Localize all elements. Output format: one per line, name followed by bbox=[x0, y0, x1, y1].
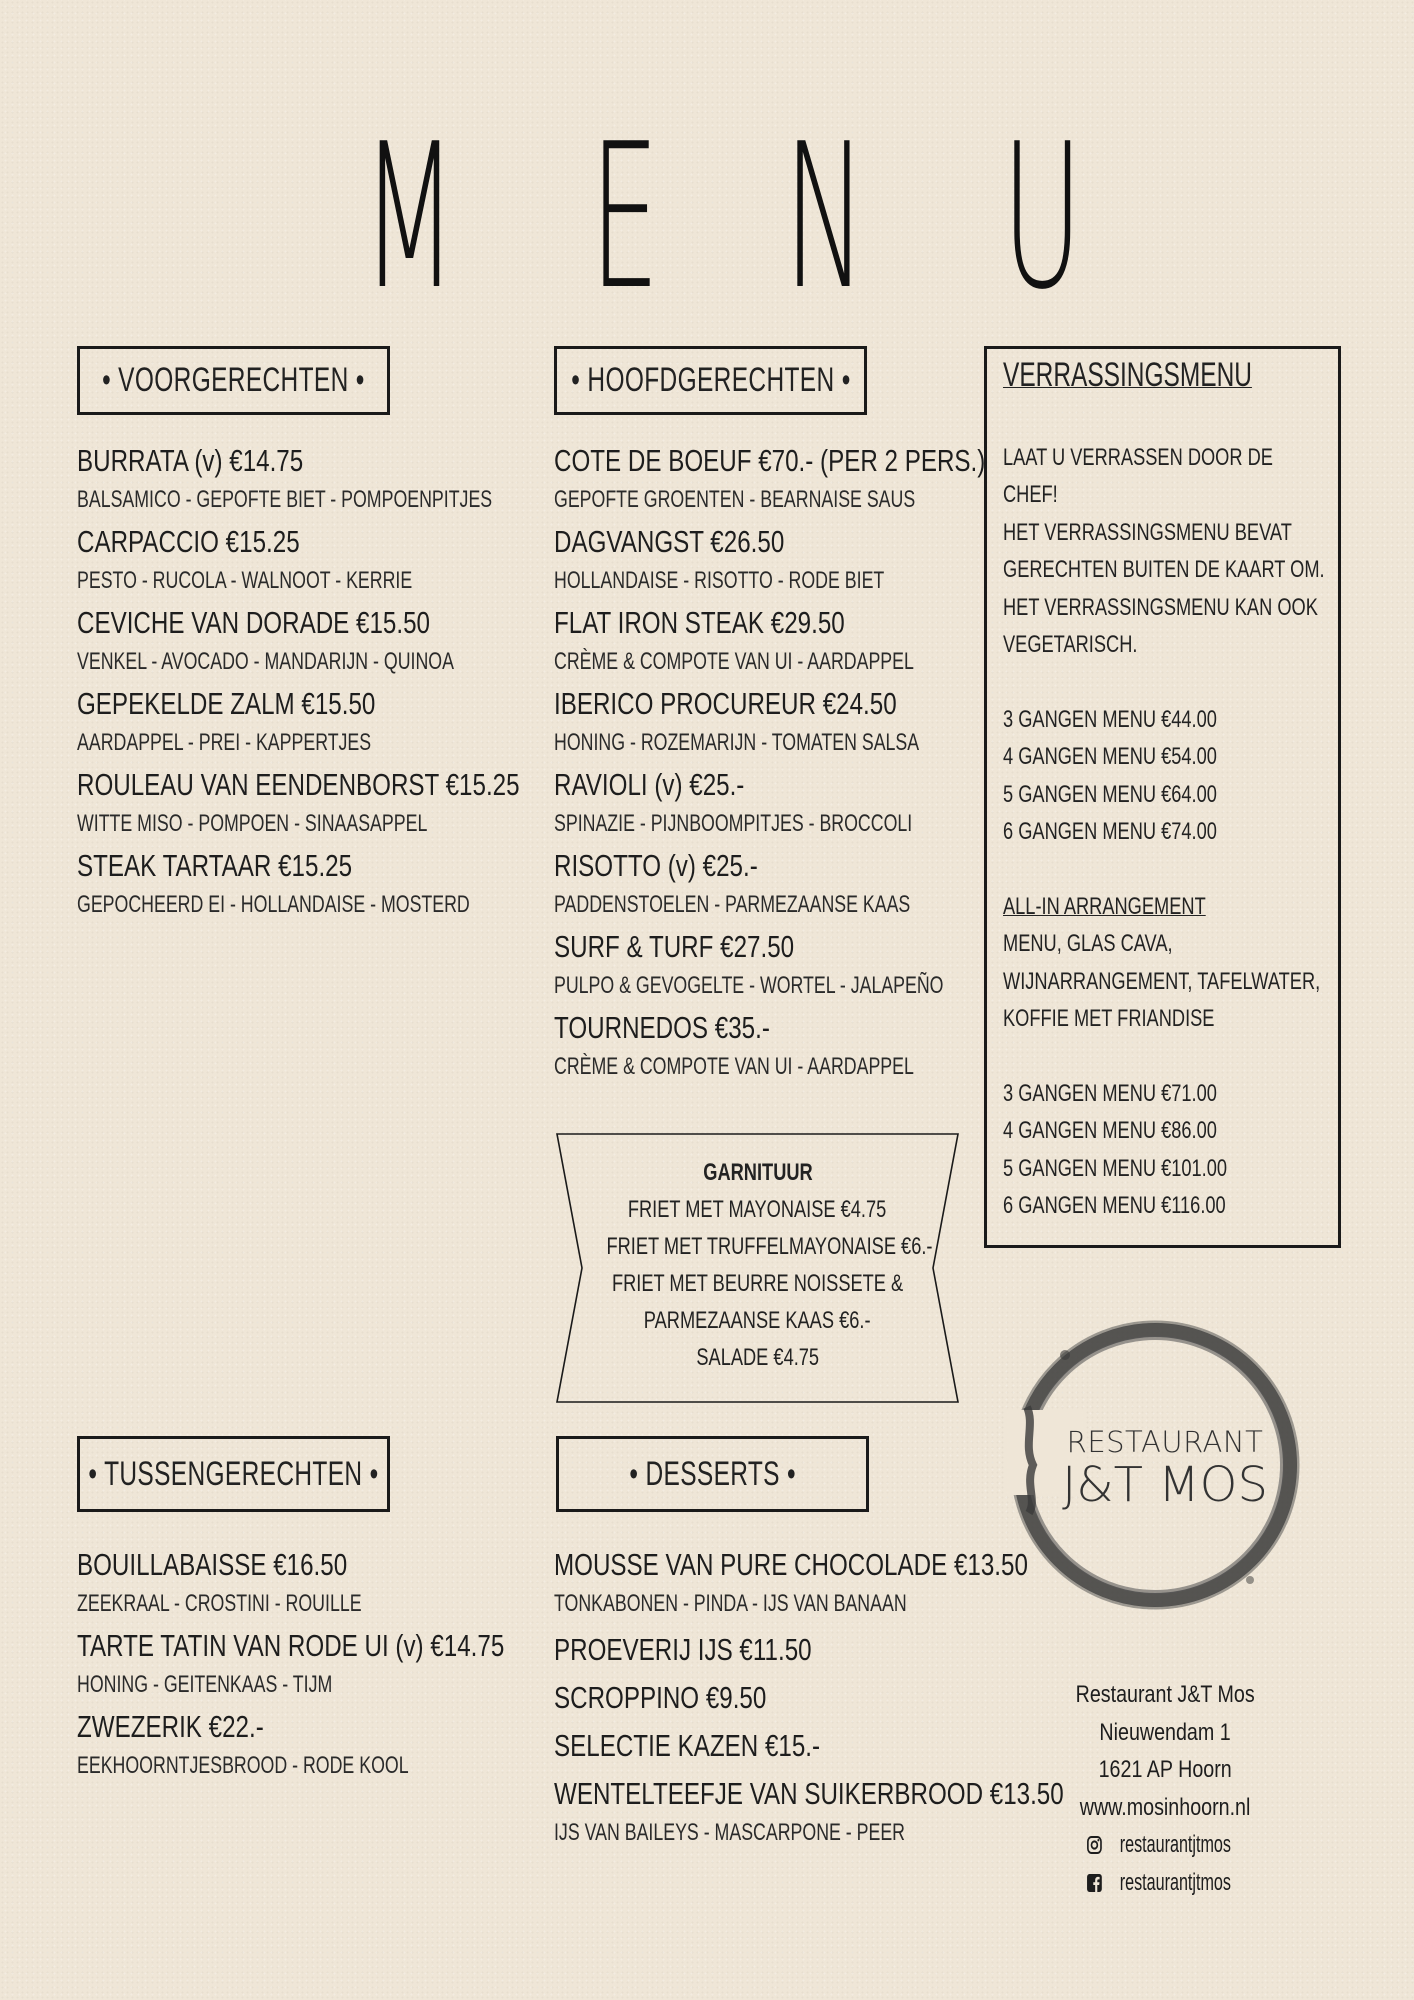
verrassingsmenu-price: 3 GANGEN MENU €44.00 bbox=[1003, 706, 1217, 733]
facebook-icon bbox=[1087, 1873, 1103, 1893]
contact-instagram[interactable] bbox=[1030, 1826, 1300, 1864]
menu-item-name: COTE DE BOEUF €70.- (PER 2 PERS.) bbox=[554, 443, 986, 478]
contact-block bbox=[1030, 1676, 1300, 1901]
menu-item-desc: HOLLANDAISE - RISOTTO - RODE BIET bbox=[554, 567, 885, 594]
menu-item-desc: EEKHOORNTJESBROOD - RODE KOOL bbox=[77, 1752, 409, 1779]
menu-item-name: GEPEKELDE ZALM €15.50 bbox=[77, 686, 376, 721]
menu-item-desc: PADDENSTOELEN - PARMEZAANSE KAAS bbox=[554, 891, 911, 918]
menu-item-name: BURRATA (v) €14.75 bbox=[77, 443, 304, 478]
hoofdgerechten-heading-box bbox=[554, 346, 867, 415]
instagram-icon bbox=[1087, 1835, 1103, 1855]
menu-item-name: CEVICHE VAN DORADE €15.50 bbox=[77, 605, 430, 640]
menu-item-desc: HONING - GEITENKAAS - TIJM bbox=[77, 1671, 333, 1698]
tussengerechten-heading: • TUSSENGERECHTEN • bbox=[88, 1454, 379, 1493]
verrassingsmenu-intro: LAAT U VERRASSEN DOOR DE bbox=[1003, 444, 1273, 471]
menu-item-desc: SPINAZIE - PIJNBOOMPITJES - BROCCOLI bbox=[554, 810, 913, 837]
instagram-handle: restaurantjtmos bbox=[1120, 1831, 1232, 1858]
menu-item-desc: AARDAPPEL - PREI - KAPPERTJES bbox=[77, 729, 372, 756]
menu-item-desc: GEPOFTE GROENTEN - BEARNAISE SAUS bbox=[554, 486, 916, 513]
tussengerechten-list bbox=[77, 1544, 625, 1787]
garnituur-title: GARNITUUR bbox=[702, 1159, 813, 1186]
menu-item-name: RAVIOLI (v) €25.- bbox=[554, 767, 745, 802]
contact-street: Nieuwendam 1 bbox=[1099, 1718, 1231, 1746]
voorgerechten-heading-box bbox=[77, 346, 390, 415]
menu-item-name: CARPACCIO €15.25 bbox=[77, 524, 300, 559]
title-letter-e: E bbox=[590, 101, 660, 334]
garnituur-line: SALADE €4.75 bbox=[696, 1344, 819, 1371]
arrangement-price: 5 GANGEN MENU €101.00 bbox=[1003, 1155, 1228, 1182]
arrangement-price: 6 GANGEN MENU €116.00 bbox=[1003, 1192, 1226, 1219]
menu-item-desc: TONKABONEN - PINDA - IJS VAN BANAAN bbox=[554, 1590, 907, 1617]
arrangement-heading: ALL-IN ARRANGEMENT bbox=[1003, 893, 1206, 920]
verrassingsmenu-intro: VEGETARISCH. bbox=[1003, 631, 1138, 658]
menu-item-name: SCROPPINO €9.50 bbox=[554, 1680, 767, 1715]
menu-item-desc: ZEEKRAAL - CROSTINI - ROUILLE bbox=[77, 1590, 362, 1617]
menu-item-name: STEAK TARTAAR €15.25 bbox=[77, 848, 353, 883]
menu-item-name: DAGVANGST €26.50 bbox=[554, 524, 785, 559]
menu-item-desc: GEPOCHEERD EI - HOLLANDAISE - MOSTERD bbox=[77, 891, 470, 918]
contact-facebook[interactable] bbox=[1030, 1864, 1300, 1902]
menu-item-name: ZWEZERIK €22.- bbox=[77, 1709, 264, 1744]
menu-item-name: WENTELTEEFJE VAN SUIKERBROOD €13.50 bbox=[554, 1776, 1064, 1811]
verrassingsmenu-price: 4 GANGEN MENU €54.00 bbox=[1003, 743, 1217, 770]
menu-item-name: ROULEAU VAN EENDENBORST €15.25 bbox=[77, 767, 520, 802]
menu-item-desc: IJS VAN BAILEYS - MASCARPONE - PEER bbox=[554, 1819, 906, 1846]
menu-item-desc: HONING - ROZEMARIJN - TOMATEN SALSA bbox=[554, 729, 920, 756]
garnituur-line: PARMEZAANSE KAAS €6.- bbox=[644, 1307, 871, 1334]
arrangement-price: 4 GANGEN MENU €86.00 bbox=[1003, 1117, 1217, 1144]
contact-city: 1621 AP Hoorn bbox=[1098, 1756, 1232, 1783]
verrassingsmenu-intro: HET VERRASSINGSMENU KAN OOK bbox=[1003, 594, 1318, 621]
arrangement-desc: KOFFIE MET FRIANDISE bbox=[1003, 1005, 1215, 1032]
arrangement-price: 3 GANGEN MENU €71.00 bbox=[1003, 1080, 1217, 1107]
desserts-heading: • DESSERTS • bbox=[629, 1454, 796, 1493]
title-letter-n: N bbox=[784, 101, 867, 334]
arrangement-desc: MENU, GLAS CAVA, bbox=[1003, 930, 1173, 957]
verrassingsmenu-intro: CHEF! bbox=[1003, 481, 1058, 508]
menu-item-desc: BALSAMICO - GEPOFTE BIET - POMPOENPITJES bbox=[77, 486, 493, 513]
tussengerechten-heading-box bbox=[77, 1436, 390, 1512]
garnituur-line: FRIET MET TRUFFELMAYONAISE €6.- bbox=[606, 1233, 933, 1260]
garnituur-line: FRIET MET MAYONAISE €4.75 bbox=[628, 1196, 887, 1223]
menu-item-desc: PULPO & GEVOGELTE - WORTEL - JALAPEÑO bbox=[554, 972, 944, 999]
menu-item-desc: VENKEL - AVOCADO - MANDARIJN - QUINOA bbox=[77, 648, 454, 675]
facebook-handle: restaurantjtmos bbox=[1120, 1868, 1232, 1896]
verrassingsmenu-box bbox=[984, 346, 1341, 1248]
menu-item-name: PROEVERIJ IJS €11.50 bbox=[554, 1632, 812, 1667]
arrangement-desc: WIJNARRANGEMENT, TAFELWATER, bbox=[1003, 968, 1321, 995]
title-letter-u: U bbox=[1002, 101, 1083, 334]
logo-line1: RESTAURANT bbox=[1066, 1425, 1264, 1459]
verrassingsmenu-heading: VERRASSINGSMENU bbox=[1003, 356, 1252, 394]
verrassingsmenu-price: 6 GANGEN MENU €74.00 bbox=[1003, 818, 1217, 845]
menu-item-desc: PESTO - RUCOLA - WALNOOT - KERRIE bbox=[77, 567, 413, 594]
garnituur-line: FRIET MET BEURRE NOISSETE & bbox=[611, 1270, 904, 1297]
title-letter-m: M bbox=[362, 101, 457, 334]
logo-line2: J&T MOS bbox=[1062, 1457, 1268, 1513]
voorgerechten-heading: • VOORGERECHTEN • bbox=[102, 361, 365, 399]
verrassingsmenu-price: 5 GANGEN MENU €64.00 bbox=[1003, 781, 1217, 808]
restaurant-logo bbox=[1005, 1315, 1305, 1615]
menu-item-desc: WITTE MISO - POMPOEN - SINAASAPPEL bbox=[77, 810, 428, 837]
menu-item-name: FLAT IRON STEAK €29.50 bbox=[554, 605, 845, 640]
contact-name: Restaurant J&T Mos bbox=[1075, 1681, 1255, 1708]
menu-item-name: SURF & TURF €27.50 bbox=[554, 929, 795, 964]
menu-item-name: RISOTTO (v) €25.- bbox=[554, 848, 758, 883]
menu-item-name: TARTE TATIN VAN RODE UI (v) €14.75 bbox=[77, 1628, 505, 1663]
menu-item-desc: CRÈME & COMPOTE VAN UI - AARDAPPEL bbox=[554, 648, 914, 675]
desserts-heading-box bbox=[556, 1436, 869, 1512]
menu-item-name: SELECTIE KAZEN €15.- bbox=[554, 1728, 821, 1763]
menu-item-name: IBERICO PROCUREUR €24.50 bbox=[554, 686, 897, 721]
menu-item-name: BOUILLABAISSE €16.50 bbox=[77, 1547, 348, 1582]
verrassingsmenu-intro: GERECHTEN BUITEN DE KAART OM. bbox=[1003, 556, 1325, 583]
menu-item-desc: CRÈME & COMPOTE VAN UI - AARDAPPEL bbox=[554, 1053, 914, 1080]
verrassingsmenu-intro: HET VERRASSINGSMENU BEVAT bbox=[1003, 519, 1292, 546]
garnituur-panel bbox=[555, 1132, 960, 1404]
hoofdgerechten-heading: • HOOFDGERECHTEN • bbox=[570, 361, 851, 399]
contact-website[interactable]: www.mosinhoorn.nl bbox=[1079, 1793, 1251, 1821]
menu-item-name: TOURNEDOS €35.- bbox=[554, 1010, 770, 1045]
menu-item-name: MOUSSE VAN PURE CHOCOLADE €13.50 bbox=[554, 1547, 1028, 1582]
